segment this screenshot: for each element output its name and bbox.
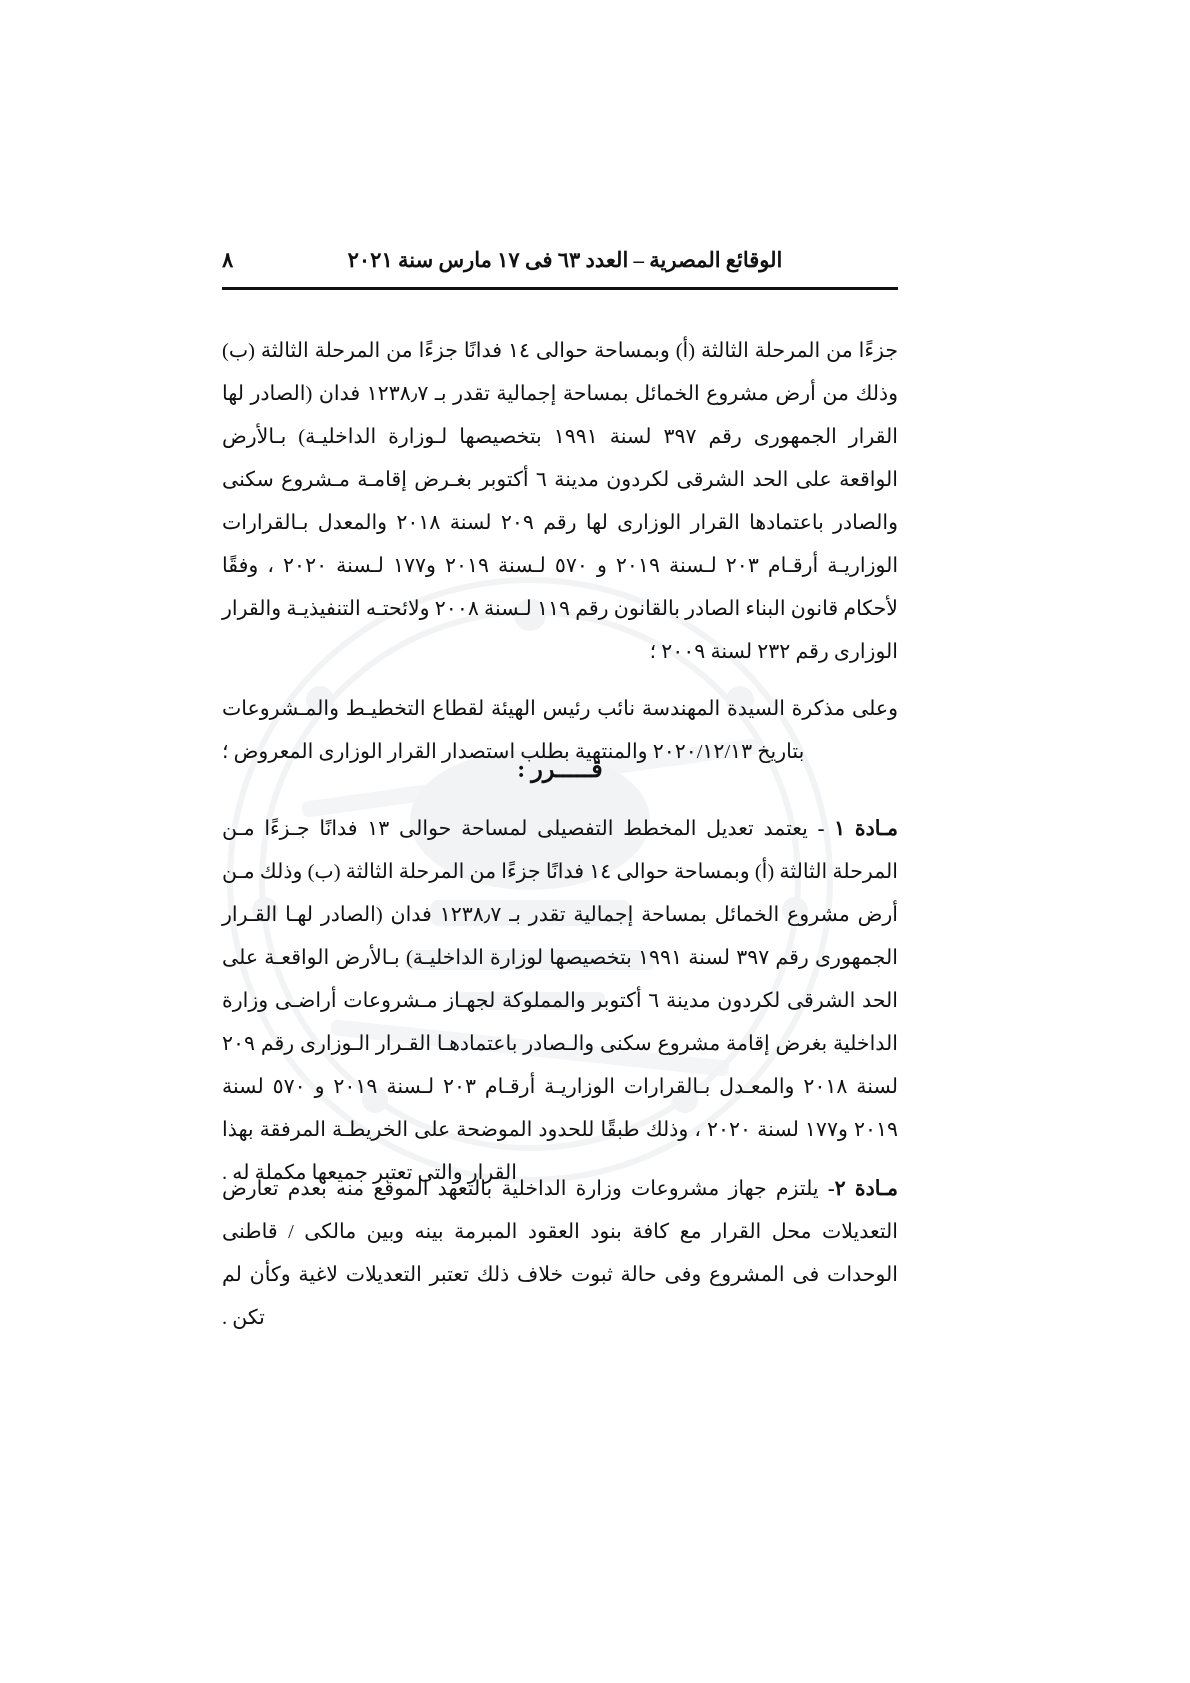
- page-header: [222, 248, 898, 273]
- page-number: ٨: [222, 248, 234, 272]
- decision-heading: قـــــرر :: [517, 757, 603, 783]
- paragraph-text: جزءًا من المرحلة الثالثة (أ) وبمساحة حوالى ١٤ فدانًا جزءًا من المرحلة الثالثة (ب) وذلك من أرض مشروع الخمائل بمساحة إجمالية تقدر بـ ١٢٣٨٫٧ فدان (الصادر لها القرار الجمهورى رقم ٣٩٧ لسنة ١٩٩١ بتخصيصها لـوزارة الداخليـة) بـالأرض الواقعة على الحد الشرقى لكردون مدينة ٦ أكتوبر بغـرض إقامـة مـشروع سكنى والصادر باعتمادها القرار الوزارى لها رقم ٢٠٩ لسنة ٢٠١٨ والمعدل بـالقرارات الوزاريـة أرقـام ٢٠٣ لـسنة ٢٠١٩ و ٥٧٠ لـسنة ٢٠١٩ و١٧٧ لـسنة ٢٠٢٠ ، وفقًا لأحكام قانون البناء الصادر بالقانون رقم ١١٩ لـسنة ٢٠٠٨ ولائحتـه التنفيذيـة والقرار الوزارى رقم ٢٣٢ لسنة ٢٠٠٩ ؛: [222, 340, 899, 663]
- paragraph-continuation: [222, 330, 898, 674]
- paragraph-text: وعلى مذكرة السيدة المهندسة نائب رئيس الهيئة لقطاع التخطيـط والمـشروعات بتاريخ ٢٠٢٠/١٢/١٣ والمنتهية بطلب استصدار القرار الوزارى المعروض ؛: [222, 698, 898, 763]
- article-one-text: يعتمد تعديل المخطط التفصيلى لمساحة حوالى ١٣ فدانًا جـزءًا مـن المرحلة الثالثة (أ) وبمساحة حوالى ١٤ فدانًا جزءًا من المرحلة الثالثة (ب) وذلك مـن أرض مشروع الخمائل بمساحة إجمالية تقدر بـ ١٢٣٨٫٧ فدان (الصادر لهـا القـرار الجمهورى رقم ٣٩٧ لسنة ١٩٩١ بتخصيصها لوزارة الداخليـة) بـالأرض الواقعـة على الحد الشرقى لكردون مدينة ٦ أكتوبر والمملوكة لجهـاز مـشروعات أراضـى وزارة الداخلية بغرض إقامة مشروع سكنى والـصادر باعتمادهـا القـرار الـوزارى رقم ٢٠٩ لسنة ٢٠١٨ والمعـدل بـالقرارات الوزاريـة أرقـام ٢٠٣ لـسنة ٢٠١٩ و ٥٧٠ لسنة ٢٠١٩ و١٧٧ لسنة ٢٠٢٠ ، وذلك طبقًا للحدود الموضحة على الخريطـة المرفقة بهذا القرار والتى تعتبر جميعها مكملة له .: [222, 818, 898, 1184]
- article-two-text: يلتزم جهاز مشروعات وزارة الداخلية بالتعهد الموقع منه بعدم تعارض التعديلات محل القرار مع كافة بنود العقود المبرمة بينه وبين مالكى / قاطنى الوحدات فى المشروع وفى حالة ثبوت خلاف ذلك تعتبر التعديلات لاغية وكأن لم تكن .: [222, 1178, 898, 1329]
- header-divider: [222, 287, 898, 290]
- gazette-title: الوقائع المصرية – العدد ٦٣ فى ١٧ مارس سنة ٢٠٢١: [347, 248, 783, 272]
- article-two-label: مـادة ٢-: [827, 1178, 898, 1200]
- article-one: [222, 808, 898, 1195]
- article-one-label: مـادة ١ -: [817, 818, 899, 840]
- article-two: [222, 1168, 898, 1340]
